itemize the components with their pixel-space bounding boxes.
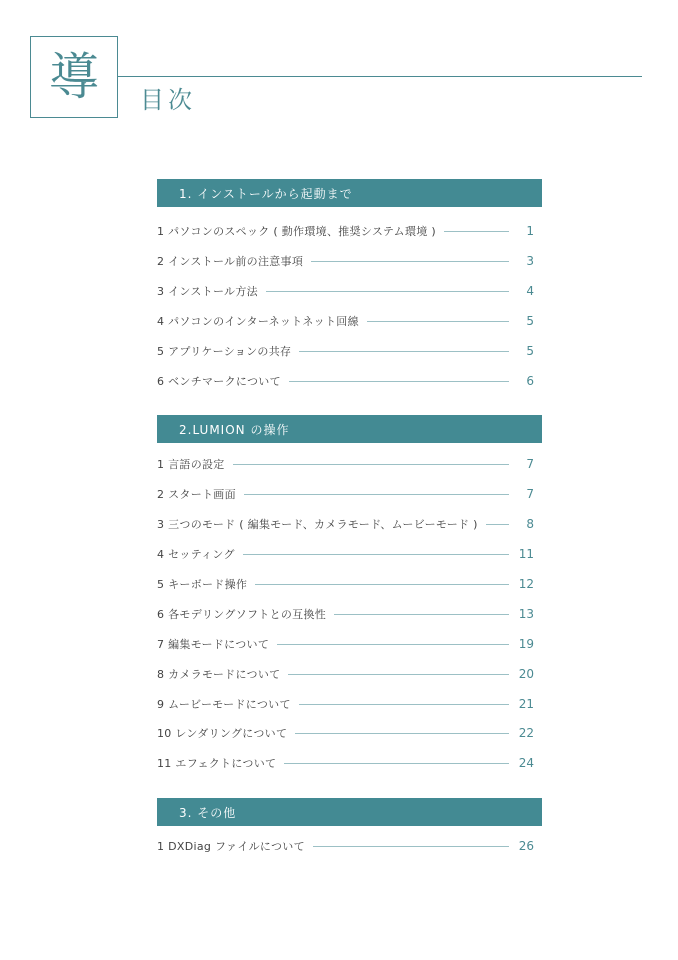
toc-entry-label: 11 エフェクトについて bbox=[157, 757, 277, 770]
toc-entry-label: 5 キーボード操作 bbox=[157, 578, 248, 591]
leader-line bbox=[255, 584, 509, 585]
toc-entry-label: 6 各モデリングソフトとの互換性 bbox=[157, 608, 327, 621]
leader-line bbox=[284, 763, 509, 764]
toc-entry[interactable] bbox=[157, 251, 534, 271]
toc-entry-page: 21 bbox=[518, 697, 534, 711]
toc-entry-label: 6 ベンチマークについて bbox=[157, 375, 281, 388]
toc-entry[interactable] bbox=[157, 753, 534, 773]
leader-line bbox=[277, 644, 509, 645]
toc-entry-label: 3 インストール方法 bbox=[157, 285, 258, 298]
leader-line bbox=[244, 494, 509, 495]
toc-entry-label: 2 インストール前の注意事項 bbox=[157, 255, 304, 268]
toc-entry-label: 4 パソコンのインターネットネット回線 bbox=[157, 315, 359, 328]
toc-entry-label: 7 編集モードについて bbox=[157, 638, 270, 651]
leader-line bbox=[299, 351, 509, 352]
toc-entry[interactable] bbox=[157, 281, 534, 301]
toc-entry-label: 1 パソコンのスペック ( 動作環境、推奨システム環境 ) bbox=[157, 225, 436, 238]
toc-entry-label: 4 セッティング bbox=[157, 548, 235, 561]
toc-entry-label: 3 三つのモード ( 編集モード、カメラモード、ムービーモード ) bbox=[157, 518, 478, 531]
toc-entry[interactable] bbox=[157, 723, 534, 743]
toc-entry[interactable] bbox=[157, 341, 534, 361]
toc-entry-label: 8 カメラモードについて bbox=[157, 668, 281, 681]
toc-entry[interactable] bbox=[157, 664, 534, 684]
leader-line bbox=[334, 614, 509, 615]
toc-entry-page: 7 bbox=[526, 457, 534, 471]
section-header-3: 3. その他 bbox=[157, 798, 542, 826]
toc-entry-page: 4 bbox=[526, 284, 534, 298]
toc-entry-page: 20 bbox=[518, 667, 534, 681]
logo-character: 導 bbox=[49, 48, 99, 106]
leader-line bbox=[288, 674, 509, 675]
toc-entry-page: 12 bbox=[518, 577, 534, 591]
leader-line bbox=[295, 733, 509, 734]
toc-entry-page: 24 bbox=[518, 756, 534, 770]
chapter-logo bbox=[30, 36, 118, 118]
toc-entry-page: 6 bbox=[526, 374, 534, 388]
toc-entry-page: 22 bbox=[518, 726, 534, 740]
toc-entry-page: 13 bbox=[518, 607, 534, 621]
toc-entry[interactable] bbox=[157, 694, 534, 714]
toc-entry-page: 26 bbox=[518, 839, 534, 853]
toc-entry-label: 2 スタート画面 bbox=[157, 488, 236, 501]
page-title: 目次 bbox=[140, 86, 196, 114]
toc-entry-page: 11 bbox=[518, 547, 534, 561]
toc-entry[interactable] bbox=[157, 454, 534, 474]
leader-line bbox=[289, 381, 509, 382]
toc-entry[interactable] bbox=[157, 544, 534, 564]
leader-line bbox=[233, 464, 509, 465]
leader-line bbox=[367, 321, 509, 322]
toc-entry[interactable] bbox=[157, 604, 534, 624]
leader-line bbox=[486, 524, 509, 525]
toc-entry[interactable] bbox=[157, 836, 534, 856]
toc-entry[interactable] bbox=[157, 484, 534, 504]
toc-entry-label: 1 言語の設定 bbox=[157, 458, 225, 471]
toc-entry-page: 3 bbox=[526, 254, 534, 268]
toc-entry[interactable] bbox=[157, 634, 534, 654]
toc-entry-page: 8 bbox=[526, 517, 534, 531]
toc-entry-page: 19 bbox=[518, 637, 534, 651]
header-rule bbox=[118, 76, 642, 77]
toc-entry-page: 5 bbox=[526, 314, 534, 328]
toc-entry-label: 5 アプリケーションの共存 bbox=[157, 345, 292, 358]
leader-line bbox=[299, 704, 509, 705]
toc-entry-label: 9 ムービーモードについて bbox=[157, 698, 291, 711]
toc-entry-page: 7 bbox=[526, 487, 534, 501]
toc-entry-page: 5 bbox=[526, 344, 534, 358]
leader-line bbox=[313, 846, 509, 847]
toc-entry-label: 10 レンダリングについて bbox=[157, 727, 288, 740]
section-header-1: 1. インストールから起動まで bbox=[157, 179, 542, 207]
toc-entry[interactable] bbox=[157, 574, 534, 594]
toc-entry[interactable] bbox=[157, 221, 534, 241]
leader-line bbox=[243, 554, 509, 555]
toc-entry[interactable] bbox=[157, 311, 534, 331]
toc-entry[interactable] bbox=[157, 371, 534, 391]
toc-entry[interactable] bbox=[157, 514, 534, 534]
leader-line bbox=[444, 231, 509, 232]
leader-line bbox=[311, 261, 509, 262]
section-header-2: 2.LUMION の操作 bbox=[157, 415, 542, 443]
leader-line bbox=[266, 291, 509, 292]
toc-entry-label: 1 DXDiag ファイルについて bbox=[157, 840, 305, 853]
toc-entry-page: 1 bbox=[526, 224, 534, 238]
